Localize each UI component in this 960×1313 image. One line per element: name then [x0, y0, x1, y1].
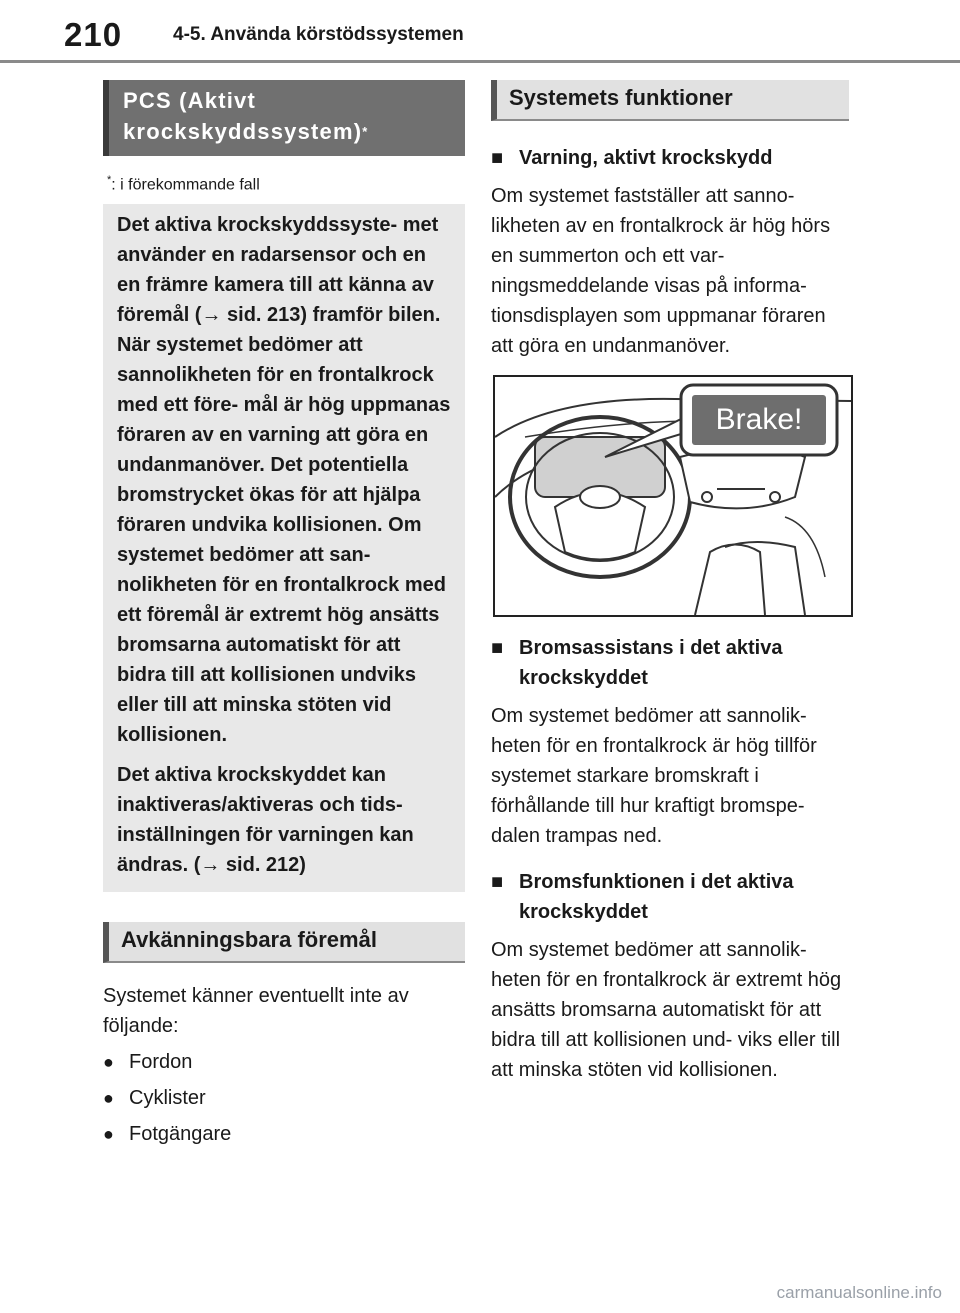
- assist-subheading-text: Bromsassistans i det aktiva krockskyddet: [519, 637, 783, 689]
- brake-subheading: [491, 867, 849, 927]
- warning-subheading: [491, 143, 849, 173]
- brake-text: Om systemet bedömer att sannolik- heten för en frontalkrock är extremt hög ansätts bromsarna automatiskt för att bidra till att kollisionen und- viks eller till att minska stöten vid kollisionen.: [491, 939, 842, 1081]
- dashboard-illustration: [493, 375, 853, 617]
- warning-subheading-text: Varning, aktivt krockskydd: [519, 147, 773, 169]
- list-item-text: Cyklister: [129, 1087, 206, 1110]
- pcs-title-line2: krockskyddssystem): [123, 119, 363, 144]
- square-bullet-icon: ■: [491, 637, 504, 659]
- square-bullet-icon: ■: [491, 147, 504, 169]
- function-section-title: Systemets funktioner: [491, 80, 849, 121]
- footnote-text: : i förekommande fall: [111, 176, 260, 194]
- brake-warning-label: Brake!: [715, 403, 803, 436]
- dashboard-drawing: [495, 377, 851, 615]
- pcs-info-box: [103, 204, 465, 892]
- info-paragraph-2: Det aktiva krockskyddet kan inaktiveras/aktiveras och tids- inställningen för varningen kan ändras. (→ sid. 212): [117, 764, 414, 877]
- assist-text: Om systemet bedömer att sannolik- heten för en frontalkrock är hög tillför systemet starkare bromskraft i förhållande till hur kraftigt bromspe- dalen trampas ned.: [491, 705, 817, 847]
- right-column: [491, 80, 849, 1085]
- detect-intro: Systemet känner eventuellt inte av följande:: [103, 985, 409, 1038]
- watermark: carmanualsonline.info: [776, 1283, 942, 1302]
- footnote: [107, 174, 465, 194]
- header-divider: [0, 60, 960, 63]
- info-paragraph-1: Det aktiva krockskyddssyste- met använder en radarsensor och en en främre kamera till att känna av föremål (→ sid. 213) framför bilen. När systemet bedömer att sannolikheten för en frontalkrock med ett före- mål är hög uppmanas föraren av en varning att göra en undanmanöver. Det potentiella bromstrycket ökas för att hjälpa föraren undvika kollisionen. Om systemet bedömer att san- nolikheten för en frontalkrock med ett föremål är extremt hög ansätts bromsarna automatiskt för att bidra till att kollisionen undviks eller till att minska stöten vid kollisionen.: [117, 214, 451, 747]
- pcs-section-title: [103, 80, 465, 156]
- page-number: 210: [64, 16, 123, 53]
- assist-subheading: [491, 633, 849, 693]
- footnote-marker: *: [107, 174, 112, 186]
- left-column: [103, 80, 465, 1149]
- brake-subheading-text: Bromsfunktionen i det aktiva krockskyddet: [519, 871, 794, 923]
- list-item: [103, 1119, 465, 1149]
- detect-section-title: Avkänningsbara föremål: [103, 922, 465, 963]
- list-item-text: Fordon: [129, 1051, 193, 1074]
- warning-text: Om systemet fastställer att sanno- likheten av en frontalkrock är hög hörs en summerton och ett var- ningsmeddelande visas på informa- tionsdisplayen som uppmanar föraren att göra en undanmanöver.: [491, 185, 831, 357]
- pcs-title-line1: PCS (Aktivt: [123, 88, 256, 113]
- list-item: [103, 1047, 465, 1077]
- pcs-title-marker: *: [362, 124, 369, 139]
- chapter-title: 4-5. Använda körstödssystemen: [173, 24, 464, 45]
- list-item-text: Fotgängare: [129, 1123, 232, 1146]
- bullet-icon: ●: [103, 1088, 114, 1109]
- square-bullet-icon: ■: [491, 871, 504, 893]
- list-item: [103, 1083, 465, 1113]
- bullet-icon: ●: [103, 1124, 114, 1145]
- bullet-icon: ●: [103, 1052, 114, 1073]
